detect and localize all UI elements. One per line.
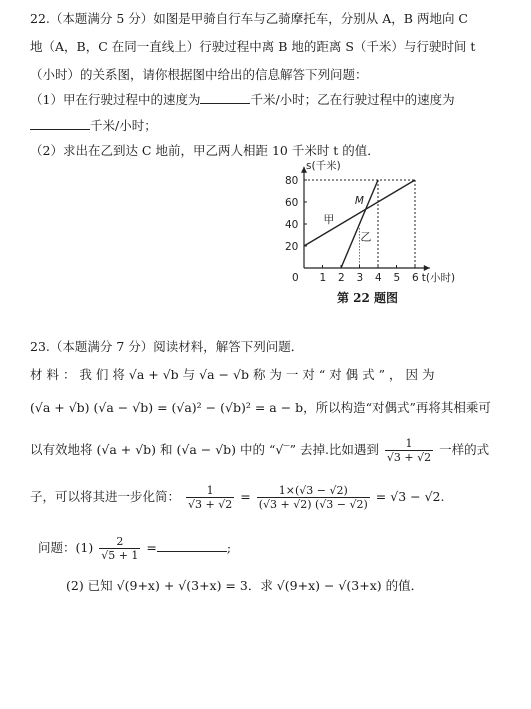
answer-blank-2[interactable] xyxy=(30,129,90,130)
x-tick-label: 6 xyxy=(412,272,419,284)
material-and: 与 xyxy=(182,367,196,382)
series-label: 甲 xyxy=(323,212,335,226)
x-tick-label: 3 xyxy=(356,272,364,284)
question1-semicolon: ; xyxy=(226,540,232,555)
distance-time-chart xyxy=(280,158,500,288)
fraction-numerator: 1×(√3 − √2) xyxy=(257,484,370,498)
series-label: 乙 xyxy=(360,230,372,244)
x-tick-label: 5 xyxy=(393,272,401,284)
fraction-denominator: (√3 + √2) (√3 − √2) xyxy=(258,498,368,511)
fraction-2-over-sqrt5-plus-1 xyxy=(99,535,140,562)
material-line3-end: 一样的式 xyxy=(439,442,490,457)
q22-part1-text-a: （1）甲在行驶过程中的速度为 xyxy=(30,92,201,107)
x-axis-arrow xyxy=(424,265,430,271)
material-line3-text: 以有效地将 (√a + √b) 和 (√a − √b) 中的 “√‾” 去掉.比如遇到 xyxy=(30,442,379,457)
fraction-simplify-b xyxy=(257,484,370,511)
q22-line3: （小时）的关系图，请你根据图中给出的信息解答下列问题： xyxy=(30,67,368,82)
fraction-numerator: 1 xyxy=(186,484,234,498)
x-tick-label: 1 xyxy=(319,272,327,284)
material-line4-text: 子，可以将其进一步化简： xyxy=(30,489,181,504)
fraction-denominator: √3 + √2 xyxy=(188,498,233,511)
fraction-1-over-sqrt3-plus-sqrt2 xyxy=(385,437,433,464)
q22-part1 xyxy=(30,92,455,108)
x-tick-label: 2 xyxy=(338,272,345,284)
y-tick-label: 20 xyxy=(285,241,299,253)
q23-material-line3 xyxy=(30,437,489,464)
equals-sign: = xyxy=(240,489,251,504)
x-axis-label: t(小时) xyxy=(421,272,456,284)
q22-line2: 地（A，B，C 在同一直线上）行驶过程中离 B 地的距离 S（千米）与行驶时间 t xyxy=(30,39,476,54)
q22-part1-text-b: 千米/小时；乙在行驶过程中的速度为 xyxy=(250,92,455,107)
question1-equals: = xyxy=(146,540,157,555)
q23-title: 23.（本题满分 7 分）阅读材料，解答下列问题． xyxy=(30,339,304,354)
material-label: 材 料 ： 我 们 将 xyxy=(30,367,125,382)
series-line xyxy=(341,180,378,268)
figure-caption: 第 22 题图 xyxy=(337,291,399,305)
answer-blank-1[interactable] xyxy=(200,103,250,104)
y-tick-label: 80 xyxy=(285,175,299,187)
material-text: 称 为 一 对 “ 对 偶 式 ” ， 因 为 xyxy=(252,367,435,382)
q22-line1: 22.（本题满分 5 分）如图是甲骑自行车与乙骑摩托车，分别从 A，B 两地向 C xyxy=(30,11,468,26)
q22-part2: （2）求出在乙到达 C 地前，甲乙两人相距 10 千米时 t 的值． xyxy=(30,143,380,158)
q22-part1-cont xyxy=(30,118,157,134)
expr-sqrt-a-minus-sqrt-b: √a − √b xyxy=(199,367,249,382)
fraction-simplify-a xyxy=(186,484,234,511)
x-tick-label: 4 xyxy=(375,272,382,284)
y-axis-label: s(千米) xyxy=(306,159,341,172)
fraction-numerator: 2 xyxy=(99,535,140,549)
q23-material-line4 xyxy=(30,484,444,511)
y-tick-label: 60 xyxy=(285,197,299,209)
point-label-m: M xyxy=(354,195,364,208)
y-tick-label: 40 xyxy=(285,219,299,231)
q23-question1 xyxy=(38,535,231,562)
q23-question2: (2) 已知 √(9+x) + √(3+x) = 3．求 √(9+x) − √(3+x) 的值． xyxy=(66,578,424,593)
question-label: 问题：(1) xyxy=(38,540,94,555)
answer-blank-3[interactable] xyxy=(157,551,227,552)
simplify-result: = √3 − √2. xyxy=(375,489,445,504)
q23-material-line1 xyxy=(30,367,434,383)
fraction-denominator: √5 + 1 xyxy=(101,549,139,562)
q23-material-line2: (√a + √b) (√a − √b) = (√a)² − (√b)² = a − b，所以构造“对偶式”再将其相乘可 xyxy=(30,400,491,415)
fraction-numerator: 1 xyxy=(385,437,433,451)
expr-sqrt-a-plus-sqrt-b: √a + √b xyxy=(128,367,179,382)
origin-label: 0 xyxy=(292,272,299,284)
q22-part1-text-c: 千米/小时； xyxy=(90,118,157,133)
fraction-denominator: √3 + √2 xyxy=(386,451,432,464)
